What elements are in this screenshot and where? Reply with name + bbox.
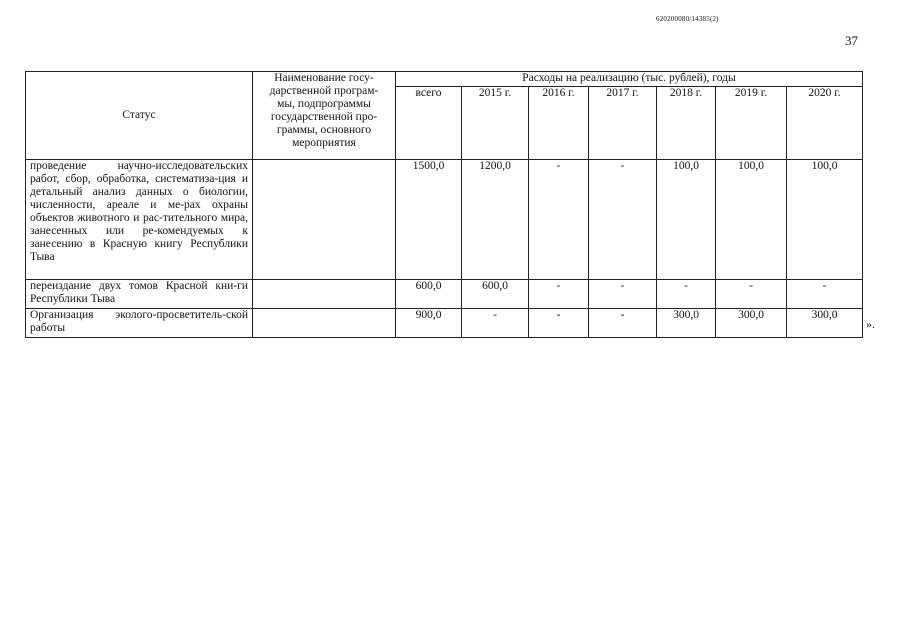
row-value-2018: 300,0 xyxy=(657,309,716,338)
header-program-name xyxy=(253,72,396,160)
row-value-2020: 300,0 xyxy=(787,309,863,338)
row-value-2015: - xyxy=(462,309,529,338)
header-row-1 xyxy=(26,72,863,87)
budget-table xyxy=(25,71,863,338)
row-status: переиздание двух томов Красной кни-ги Республики Тыва xyxy=(26,280,253,309)
header-year-2015: 2015 г. xyxy=(462,87,529,160)
header-expenses: Расходы на реализацию (тыс. рублей), годы xyxy=(396,72,863,87)
row-value-total: 600,0 xyxy=(396,280,462,309)
header-year-2018: 2018 г. xyxy=(657,87,716,160)
row-value-total: 1500,0 xyxy=(396,160,462,280)
program-name-line: мы, подпрограммы xyxy=(277,98,371,110)
row-value-2018: - xyxy=(657,280,716,309)
table-row xyxy=(26,160,863,280)
row-program-name xyxy=(253,280,396,309)
header-year-2017: 2017 г. xyxy=(589,87,657,160)
row-value-2019: 300,0 xyxy=(716,309,787,338)
row-value-2015: 600,0 xyxy=(462,280,529,309)
row-status: Организация эколого-просветитель-ской работы xyxy=(26,309,253,338)
row-value-2019: - xyxy=(716,280,787,309)
program-name-line: государственной про- xyxy=(270,111,378,123)
row-value-2017: - xyxy=(589,309,657,338)
row-value-total: 900,0 xyxy=(396,309,462,338)
program-name-line: мероприятия xyxy=(292,137,356,149)
row-value-2019: 100,0 xyxy=(716,160,787,280)
row-value-2020: - xyxy=(787,280,863,309)
program-name-line: дарственной програм- xyxy=(269,85,379,97)
table-row xyxy=(26,309,863,338)
header-year-2016: 2016 г. xyxy=(529,87,589,160)
row-value-2015: 1200,0 xyxy=(462,160,529,280)
table-row xyxy=(26,280,863,309)
header-year-2019: 2019 г. xyxy=(716,87,787,160)
row-program-name xyxy=(253,309,396,338)
row-value-2016: - xyxy=(529,160,589,280)
program-name-line: граммы, основного xyxy=(276,124,372,136)
row-value-2016: - xyxy=(529,309,589,338)
row-value-2020: 100,0 xyxy=(787,160,863,280)
header-year-total: всего xyxy=(396,87,462,160)
row-value-2017: - xyxy=(589,280,657,309)
closing-quote-mark: ». xyxy=(866,317,875,331)
row-value-2016: - xyxy=(529,280,589,309)
header-status: Статус xyxy=(26,72,253,160)
row-status: проведение научно-исследовательских работ, сбор, обработка, систематиза-ция и детальный анализ данных о биологии, численности, ареале и ме-рах охраны объектов животного и рас-тительного мира, занесенных или ре-комендуемых к занесению в Красную книгу Республики Тыва xyxy=(26,160,253,280)
row-program-name xyxy=(253,160,396,280)
program-name-line: Наименование госу- xyxy=(274,72,374,84)
row-value-2018: 100,0 xyxy=(657,160,716,280)
document-code: 620200080/14385(2) xyxy=(656,15,719,23)
header-year-2020: 2020 г. xyxy=(787,87,863,160)
row-value-2017: - xyxy=(589,160,657,280)
page-number: 37 xyxy=(845,33,858,48)
